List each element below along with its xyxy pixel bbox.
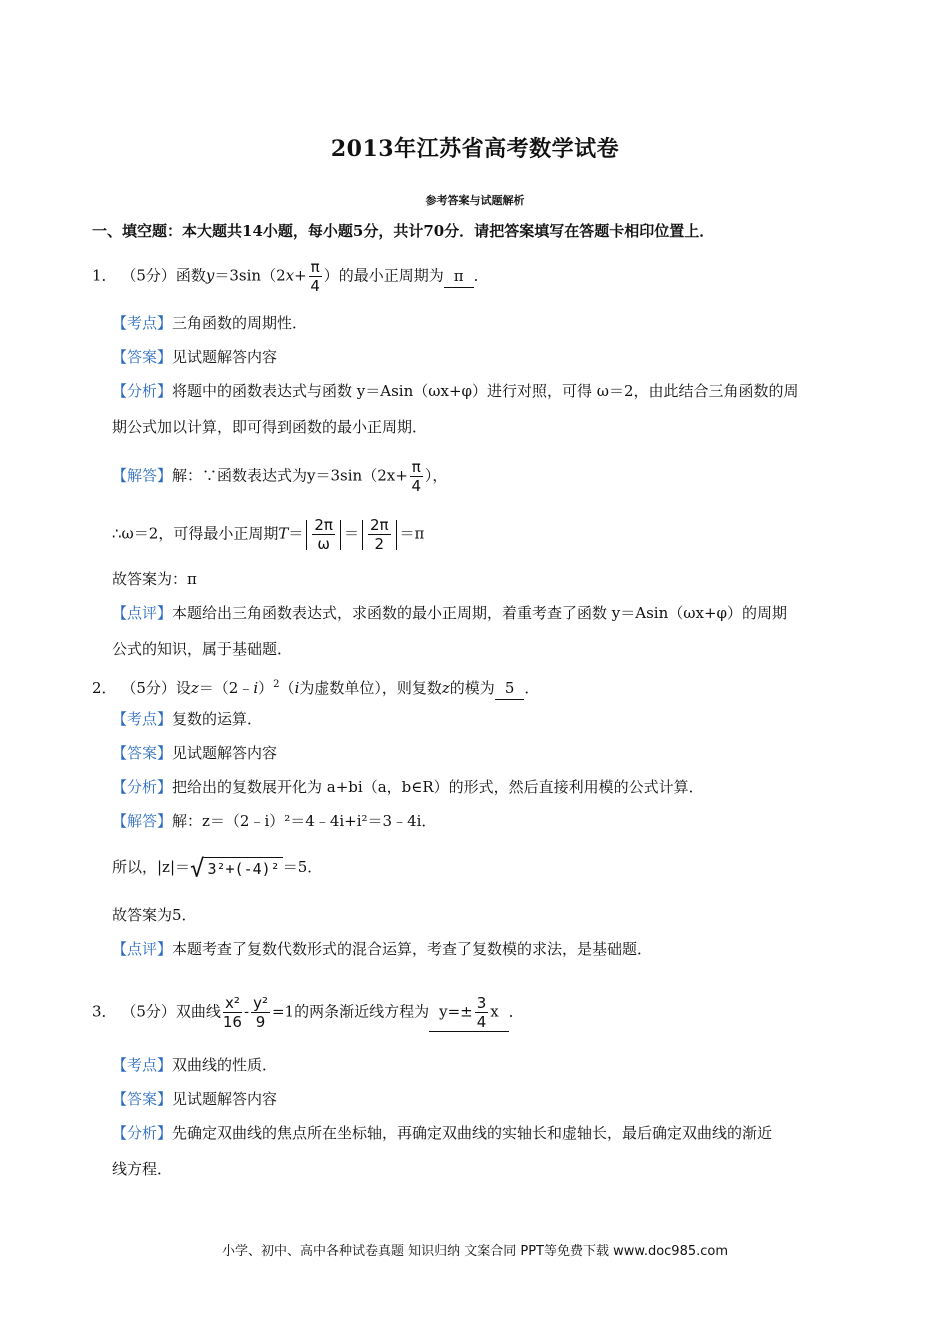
q1-conclusion: 故答案为：π xyxy=(112,570,197,588)
fraction: $\frac{2\pi}{\omega}$ xyxy=(314,516,333,553)
q2-conclusion: 故答案为5． xyxy=(112,906,197,924)
q1-step: ∴ω＝2，可得最小正周期T＝ $\frac{2\pi}{\omega}$ ＝ $\frac{2\pi}{2}$ ＝π xyxy=(112,516,425,553)
q1-fenxi: 【分析】将题中的函数表达式与函数 y＝Asin（ωx+φ）进行对照，可得 ω＝2，由此结合三角函数的周 xyxy=(112,382,799,400)
section-heading: 一、填空题：本大题共14小题，每小题5分，共计70分．请把答案填写在答题卡相印位置上． xyxy=(92,222,715,240)
page-footer: 小学、初中、高中各种试卷真题 知识归纳 文案合同 PPT等免费下载 www.doc985.com xyxy=(221,1244,729,1259)
answer-blank: y=± $\frac{3}{4}$ x xyxy=(429,994,509,1032)
fraction: $\frac{\pi}{4}$ xyxy=(411,458,422,495)
q2-fenxi: 【分析】把给出的复数展开化为 a+bi（a，b∈R）的形式，然后直接利用模的公式计算． xyxy=(112,778,704,796)
question-1-stem: 1． （5分）函数y＝3sin（2x+ $\frac{\pi}{4}$ ）的最小正周期为 π ． xyxy=(92,258,489,295)
question-2-stem: 2． （5分）设z＝（2﹣i）$^2$（i为虚数单位），则复数z的模为 5 ． xyxy=(92,674,539,700)
fraction: $\frac{2\pi}{2}$ xyxy=(369,516,389,553)
fraction: $\frac{\text{y²}}{9}$ xyxy=(253,994,268,1031)
page-title: 2013年江苏省高考数学试卷 xyxy=(330,136,620,162)
q1-dianping-cont: 公式的知识，属于基础题． xyxy=(112,640,293,658)
q3-fenxi: 【分析】先确定双曲线的焦点所在坐标轴，再确定双曲线的实轴长和虚轴长，最后确定双曲线的渐近 xyxy=(112,1124,773,1142)
q2-modulus: 所以，|z|＝√ 3²+(-4)² ＝5． xyxy=(112,854,323,882)
q2-jieda: 【解答】解：z＝（2﹣i）²＝4﹣4i+i²＝3﹣4i． xyxy=(112,812,437,830)
fraction: $\frac{3}{4}$ xyxy=(476,994,487,1031)
fraction: $\frac{\pi}{4}$ xyxy=(310,258,320,295)
q3-daan: 【答案】见试题解答内容 xyxy=(112,1090,278,1108)
sqrt-expression: √ 3²+(-4)² xyxy=(190,857,283,880)
q1-jieda: 【解答】解：∵函数表达式为y＝3sin（2x+ $\frac{\pi}{4}$ ）， xyxy=(112,458,448,495)
q1-fenxi-cont: 期公式加以计算，即可得到函数的最小正周期． xyxy=(112,418,428,436)
q1-kaodian: 【考点】三角函数的周期性． xyxy=(112,314,308,332)
q1-dianping: 【点评】本题给出三角函数表达式，求函数的最小正周期，着重考查了函数 y＝Asin（ωx+φ）的周期 xyxy=(112,604,788,622)
answer-blank: 5 xyxy=(495,677,525,700)
q3-kaodian: 【考点】双曲线的性质． xyxy=(112,1056,278,1074)
q2-daan: 【答案】见试题解答内容 xyxy=(112,744,278,762)
q2-dianping: 【点评】本题考查了复数代数形式的混合运算，考查了复数模的求法，是基础题． xyxy=(112,940,653,958)
answer-blank: π xyxy=(444,265,474,288)
q1-daan: 【答案】见试题解答内容 xyxy=(112,348,278,366)
q3-fenxi-cont: 线方程． xyxy=(112,1160,173,1178)
fraction: $\frac{\text{x²}}{16}$ xyxy=(222,994,242,1031)
q2-kaodian: 【考点】复数的运算． xyxy=(112,710,263,728)
page-subtitle: 参考答案与试题解析 xyxy=(425,194,525,207)
question-3-stem: 3． （5分）双曲线 $\frac{\text{x²}}{16}$ - $\frac{\text{y²}}{9}$ =1的两条渐近线方程为 y=± $\frac{3}{4}$ x ． xyxy=(92,994,524,1031)
